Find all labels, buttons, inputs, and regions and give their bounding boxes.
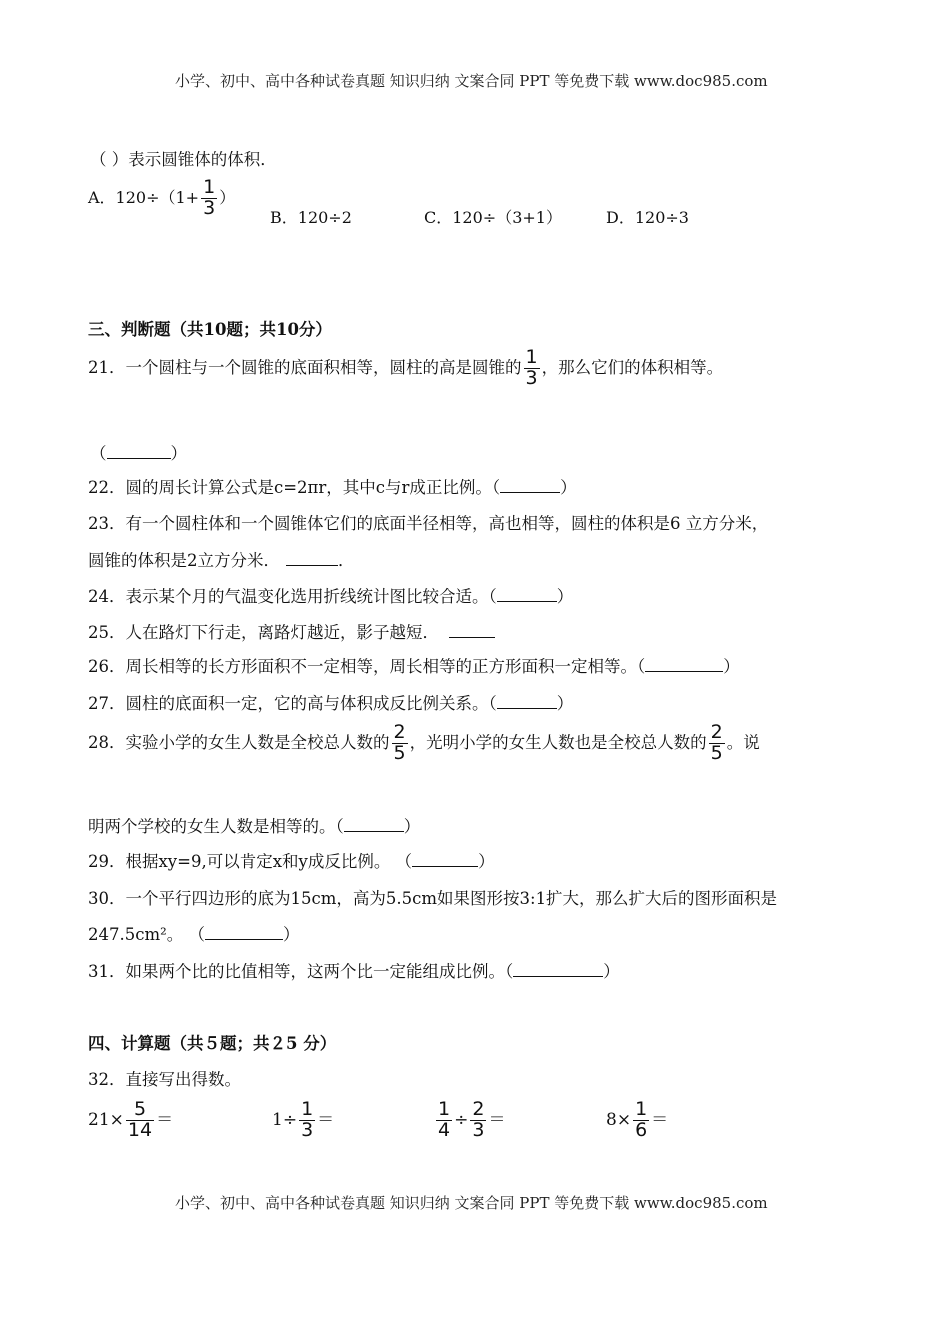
q32-e2-fraction: $\frac{1}{3}$ bbox=[301, 1098, 314, 1141]
q32-expression-4: 8× $\frac{1}{6}$ ＝ bbox=[606, 1098, 669, 1141]
q24-answer-blank[interactable] bbox=[497, 587, 557, 602]
q20-option-a-fraction: $\frac{1}{3}$ bbox=[203, 176, 216, 219]
q20-option-a: A．120÷（1+ $\frac{1}{3}$ ） bbox=[88, 176, 236, 219]
q29-answer-blank[interactable] bbox=[412, 852, 478, 867]
q31-text: 31．如果两个比的比值相等，这两个比一定能组成比例。（ ） bbox=[88, 962, 620, 981]
q20-option-c: C．120÷（3+1） bbox=[424, 208, 562, 227]
q32-e1-fraction: $\frac{5}{14}$ bbox=[127, 1098, 153, 1141]
q29-text: 29．根据xy=9,可以肯定x和y成反比例。 （ ） bbox=[88, 852, 495, 871]
q20-option-b: B．120÷2 bbox=[270, 208, 352, 227]
q32-expression-1: 21× $\frac{5}{14}$ ＝ bbox=[88, 1098, 174, 1141]
q20-stem: （ ）表示圆锥体的体积． bbox=[90, 150, 277, 169]
q32-e3-fraction-1: $\frac{1}{4}$ bbox=[438, 1098, 451, 1141]
q22-answer-blank[interactable] bbox=[500, 478, 560, 493]
q20-option-d: D．120÷3 bbox=[606, 208, 689, 227]
q21-fraction: $\frac{1}{3}$ bbox=[525, 346, 538, 389]
q32-stem: 32．直接写出得数。 bbox=[88, 1070, 241, 1089]
q28-fraction-2: $\frac{2}{5}$ bbox=[710, 721, 723, 764]
q26-answer-blank[interactable] bbox=[645, 657, 723, 672]
q32-e3-fraction-2: $\frac{2}{3}$ bbox=[472, 1098, 485, 1141]
q32-expression-2: 1÷ $\frac{1}{3}$ ＝ bbox=[272, 1098, 335, 1141]
q30-answer-blank[interactable] bbox=[205, 925, 283, 940]
q26-text: 26．周长相等的长方形面积不一定相等，周长相等的正方形面积一定相等。（ ） bbox=[88, 657, 740, 676]
section-4-title: 四、计算题（共５题；共２5 分） bbox=[88, 1034, 337, 1053]
q23-line1: 23．有一个圆柱体和一个圆锥体它们的底面半径相等，高也相等，圆柱的体积是6 立方分米， bbox=[88, 514, 769, 533]
q30-line2: 247.5cm²。 （ ） bbox=[88, 925, 300, 944]
q27-text: 27．圆柱的底面积一定，它的高与体积成反比例关系。（ ） bbox=[88, 694, 574, 713]
q32-expression-3: $\frac{1}{4}$ ÷ $\frac{2}{3}$ ＝ bbox=[438, 1098, 506, 1141]
q27-answer-blank[interactable] bbox=[497, 694, 557, 709]
section-3-title: 三、判断题（共10题；共10分） bbox=[88, 320, 332, 339]
q32-e4-fraction: $\frac{1}{6}$ bbox=[635, 1098, 648, 1141]
q30-line1: 30．一个平行四边形的底为15cm，高为5.5cm如果图形按3:1扩大，那么扩大后的图形面积是 bbox=[88, 889, 778, 908]
q28-answer-blank[interactable] bbox=[344, 817, 404, 832]
q31-answer-blank[interactable] bbox=[513, 962, 603, 977]
q25-answer-blank[interactable] bbox=[449, 623, 495, 638]
q28-line1: 28．实验小学的女生人数是全校总人数的 $\frac{2}{5}$ ，光明小学的女生人数也是全校总人数的 $\frac{2}{5}$ 。说 bbox=[88, 721, 760, 764]
q21-answer-blank[interactable]: （ ） bbox=[90, 444, 187, 463]
q23-answer-blank[interactable] bbox=[286, 551, 338, 566]
q28-line2: 明两个学校的女生人数是相等的。（ ） bbox=[88, 817, 421, 836]
page-header: 小学、初中、高中各种试卷真题 知识归纳 文案合同 PPT 等免费下载 www.doc985.com bbox=[175, 72, 768, 90]
q24-text: 24．表示某个月的气温变化选用折线统计图比较合适。（ ） bbox=[88, 587, 574, 606]
q22-text: 22．圆的周长计算公式是c=2πr，其中c与r成正比例。（ ） bbox=[88, 478, 577, 497]
page-footer: 小学、初中、高中各种试卷真题 知识归纳 文案合同 PPT 等免费下载 www.doc985.com bbox=[175, 1194, 768, 1212]
q23-line2: 圆锥的体积是2立方分米． ． bbox=[88, 551, 355, 570]
q25-text: 25．人在路灯下行走，离路灯越近，影子越短． bbox=[88, 619, 495, 643]
q28-fraction-1: $\frac{2}{5}$ bbox=[393, 721, 406, 764]
q21-text: 21．一个圆柱与一个圆锥的底面积相等，圆柱的高是圆锥的 $\frac{1}{3}$ ，那么它们的体积相等。 bbox=[88, 346, 724, 389]
